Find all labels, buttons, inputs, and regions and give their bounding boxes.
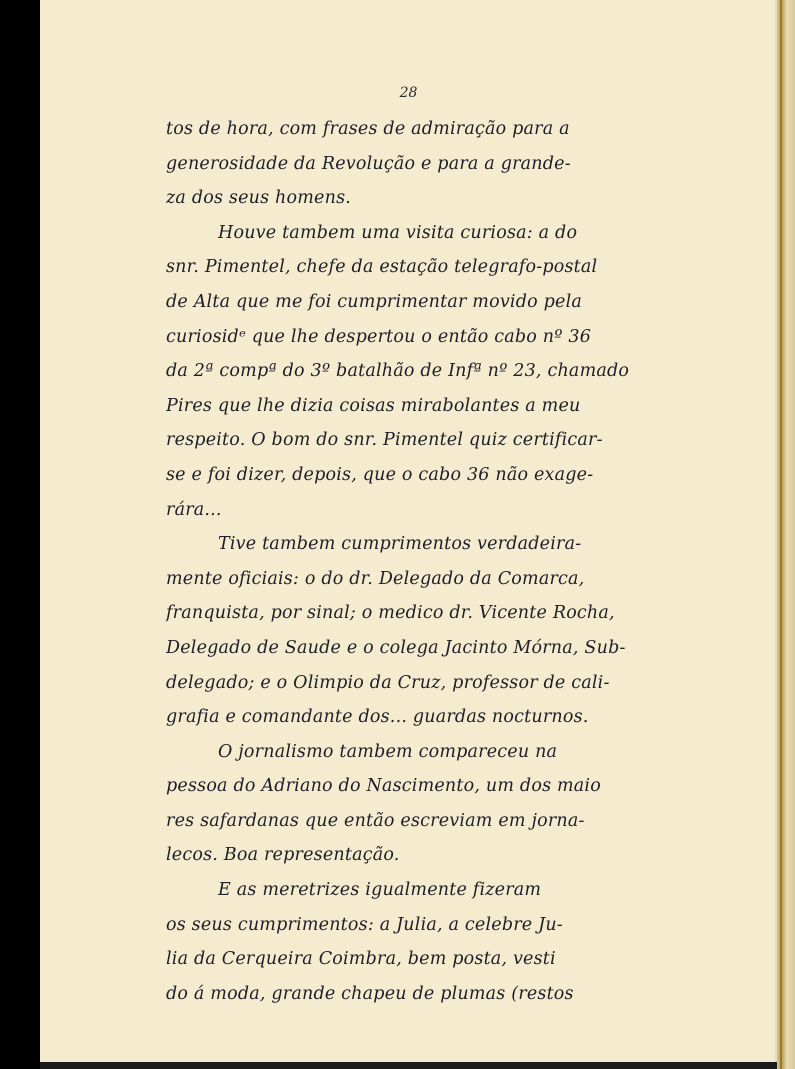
- handwritten-line: curiosidᵉ que lhe despertou o então cabo nº 36: [166, 326, 592, 347]
- handwritten-line: da 2ª compª do 3º batalhão de Infª nº 23, chamado: [166, 361, 630, 382]
- page-number: 28: [399, 85, 418, 101]
- handwritten-line: E as meretrizes igualmente fizeram: [218, 880, 542, 901]
- handwritten-line: lecos. Boa representação.: [166, 845, 400, 866]
- handwritten-line: O jornalismo tambem compareceu na: [218, 741, 558, 762]
- handwritten-line: tos de hora, com frases de admiração para a: [166, 119, 570, 139]
- handwritten-line: mente oficiais: o do dr. Delegado da Comarca,: [166, 568, 585, 589]
- handwritten-line: de Alta que me foi cumprimentar movido pela: [166, 291, 583, 312]
- handwritten-line: res safardanas que então escreviam em jorna-: [166, 810, 585, 831]
- handwritten-line: generosidade da Revolução e para a grande-: [166, 153, 571, 174]
- handwritten-line: snr. Pimentel, chefe da estação telegrafo-postal: [166, 257, 598, 278]
- handwritten-line: lia da Cerqueira Coimbra, bem posta, vesti: [166, 949, 556, 970]
- manuscript-text: [166, 112, 726, 1011]
- handwritten-line: delegado; e o Olimpio da Cruz, professor de cali-: [166, 672, 610, 693]
- handwritten-line: se e foi dizer, depois, que o cabo 36 não exage-: [166, 464, 594, 485]
- handwritten-line: Delegado de Saude e o colega Jacinto Mórna, Sub-: [166, 637, 626, 658]
- handwritten-line: pessoa do Adriano do Nascimento, um dos maio: [166, 776, 601, 797]
- handwritten-line: do á moda, grande chapeu de plumas (restos: [166, 983, 574, 1004]
- handwritten-line: Tive tambem cumprimentos verdadeira-: [218, 534, 582, 555]
- handwritten-line: za dos seus homens.: [166, 188, 352, 209]
- handwritten-line: grafia e comandante dos... guardas nocturnos.: [166, 707, 589, 728]
- bottom-border: [40, 1062, 777, 1069]
- page-edge: [777, 0, 795, 1069]
- manuscript-page: [40, 0, 777, 1062]
- handwritten-line: respeito. O bom do snr. Pimentel quiz certificar-: [166, 430, 603, 451]
- handwritten-line: os seus cumprimentos: a Julia, a celebre Ju-: [166, 914, 563, 935]
- handwritten-line: Pires que lhe dizia coisas mirabolantes a meu: [166, 395, 581, 416]
- handwritten-line: Houve tambem uma visita curiosa: a do: [218, 222, 578, 243]
- handwritten-line: rára...: [166, 499, 222, 520]
- handwritten-line: franquista, por sinal; o medico dr. Vicente Rocha,: [166, 603, 615, 624]
